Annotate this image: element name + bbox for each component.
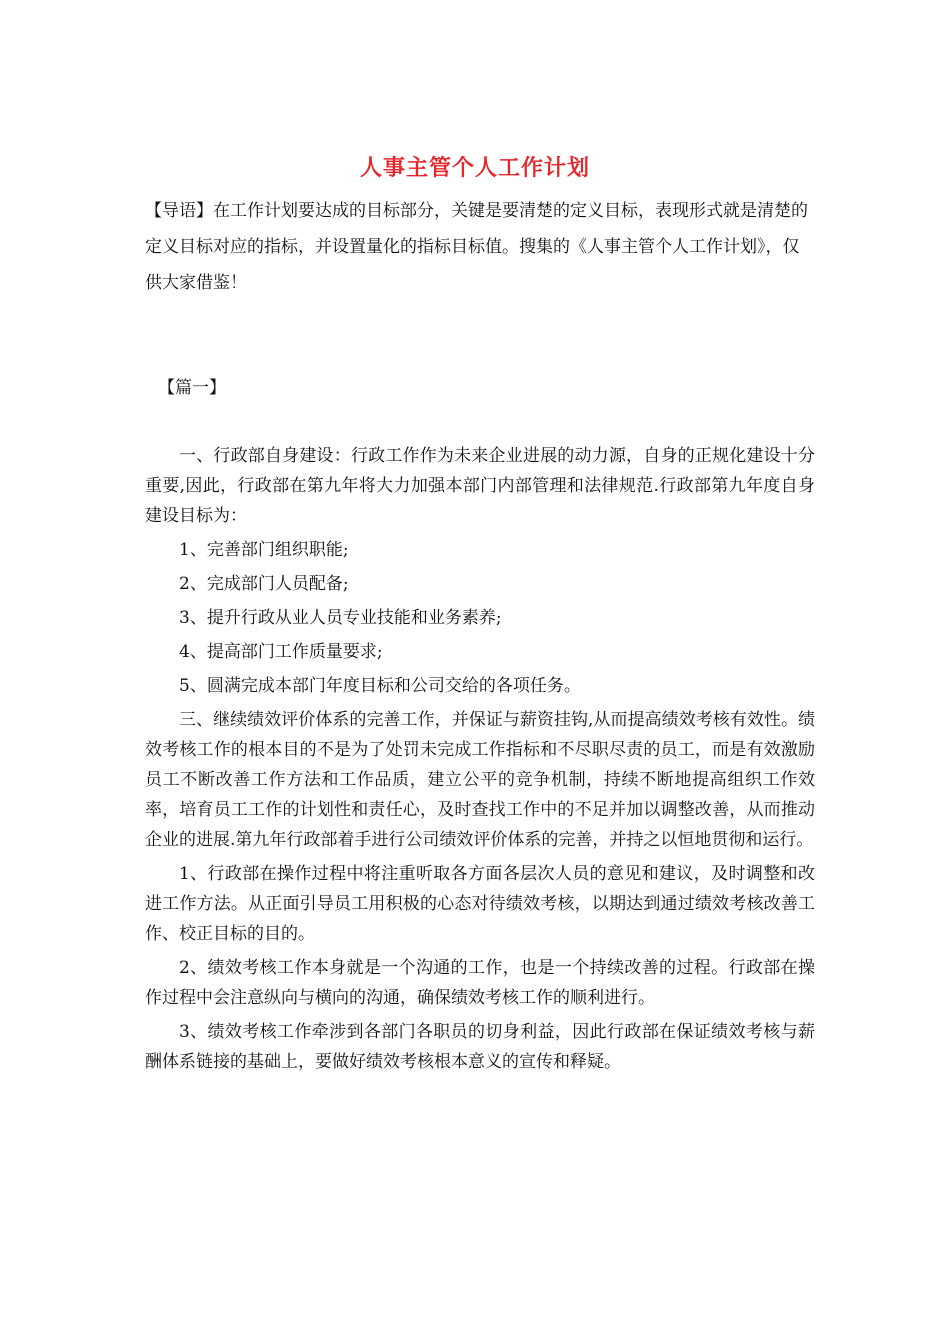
paragraph-point-2: 2、绩效考核工作本身就是一个沟通的工作，也是一个持续改善的过程。行政部在操作过程中会注意纵向与横向的沟通，确保绩效考核工作的顺利进行。: [145, 958, 815, 1008]
document-title: 人事主管个人工作计划: [359, 155, 590, 181]
list-item: 5、圆满完成本部门年度目标和公司交给的各项任务。: [179, 676, 581, 696]
paragraph-self-construction: 一、行政部自身建设：行政工作作为未来企业进展的动力源，自身的正规化建设十分重要,因此，行政部在第九年将大力加强本部门内部管理和法律规范.行政部第九年度自身建设目标为：: [145, 446, 815, 526]
section-heading: 【篇一】: [158, 378, 226, 398]
paragraph-point-3: 3、绩效考核工作牵涉到各部门各职员的切身利益，因此行政部在保证绩效考核与薪酬体系链接的基础上，要做好绩效考核根本意义的宣传和释疑。: [145, 1022, 815, 1072]
paragraph-point-1: 1、行政部在操作过程中将注重听取各方面各层次人员的意见和建议，及时调整和改进工作方法。从正面引导员工用积极的心态对待绩效考核，以期达到通过绩效考核改善工作、校正目标的目的。: [145, 864, 815, 944]
body-text: [145, 441, 815, 1077]
list-item: 4、提高部门工作质量要求;: [179, 642, 383, 662]
intro-paragraph: 【导语】在工作计划要达成的目标部分，关键是要清楚的定义目标，表现形式就是清楚的定义目标对应的指标，并设置量化的指标目标值。搜集的《人事主管个人工作计划》，仅供大家借鉴！: [145, 201, 808, 293]
list-item: 1、完善部门组织职能;: [179, 540, 349, 560]
list-item: 3、提升行政从业人员专业技能和业务素养;: [179, 608, 502, 628]
list-item: 2、完成部门人员配备;: [179, 574, 349, 594]
paragraph-performance-evaluation: 三、继续绩效评价体系的完善工作，并保证与薪资挂钩,从而提高绩效考核有效性。绩效考核工作的根本目的不是为了处罚未完成工作指标和不尽职尽责的员工，而是有效激励员工不断改善工作方法和工作品质，建立公平的竞争机制，持续不断地提高组织工作效率，培育员工工作的计划性和责任心，及时查找工作中的不足并加以调整改善，从而推动企业的进展.第九年行政部着手进行公司绩效评价体系的完善，并持之以恒地贯彻和运行。: [145, 710, 815, 850]
